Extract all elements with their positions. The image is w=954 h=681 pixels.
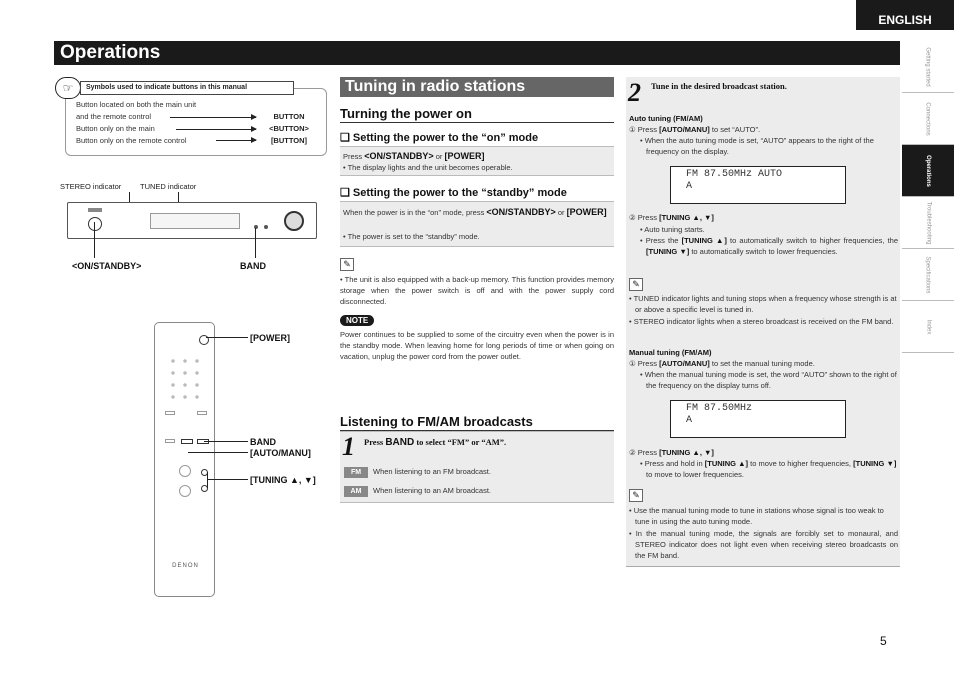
remote-tuning-label: [TUNING ▲, ▼]	[250, 475, 316, 485]
step2-number: 2	[628, 78, 641, 107]
legend-desc: Button only on the remote control	[76, 136, 187, 145]
memo-pencil-icon: ✎	[629, 278, 643, 291]
side-tab-connections[interactable]	[902, 93, 954, 145]
side-tab-troubleshooting[interactable]	[902, 197, 954, 249]
manual-memo-1: • Use the manual tuning mode to tune in stations whose signal is too weak to tune in using the auto tuning mode.	[629, 506, 884, 526]
legend-desc: Button located on both the main unit	[76, 100, 197, 109]
remote-button[interactable]	[165, 411, 175, 415]
step2-title: Tune in the desired broadcast station.	[651, 81, 787, 91]
manual-memo-2: • In the manual tuning mode, the signals are forcibly set to monaural, and STEREO indicator does not light even when receiving stereo broadcasts on the FM band.	[629, 529, 898, 560]
callout-line	[207, 472, 208, 488]
tuning-up-ref: [TUNING ▲]	[704, 459, 749, 468]
legend-code: BUTTON	[273, 112, 305, 121]
standby-mode-instruction	[343, 206, 613, 219]
callout-line	[188, 452, 248, 453]
text: to move to lower frequencies.	[646, 469, 744, 479]
section-heading: Tuning in radio stations	[340, 77, 614, 97]
arrow-right-icon	[216, 140, 256, 141]
lcd-line: A	[686, 415, 693, 426]
am-text: When listening to an AM broadcast.	[373, 486, 491, 495]
remote-button[interactable]	[165, 439, 175, 443]
auto-memo-2: • STEREO indicator lights when a stereo broadcast is received on the FM band.	[629, 317, 894, 326]
arrow-right-icon	[170, 117, 256, 118]
fm-tag: FM	[344, 467, 368, 478]
text: or	[435, 152, 443, 161]
legend-code: <BUTTON>	[269, 124, 309, 133]
remote-control	[154, 322, 215, 597]
brand-plate	[88, 208, 102, 212]
manual-step1	[629, 359, 815, 370]
text: When the power is in the “on” mode, press	[343, 208, 485, 217]
page-number: 5	[880, 634, 887, 648]
on-mode-heading: ❑ Setting the power to the “on” mode	[340, 132, 539, 144]
on-mode-instruction	[343, 150, 484, 163]
on-standby-ref: <ON/STANDBY>	[364, 151, 434, 161]
side-tab-label: Index	[925, 319, 931, 334]
text: ② Press	[629, 213, 657, 222]
text: to move to higher frequencies,	[750, 459, 852, 468]
remote-brand-logo: DENON	[172, 563, 199, 569]
text: • Press and hold in	[640, 459, 703, 468]
number-keypad[interactable]	[167, 355, 203, 403]
auto-manu-ref: [AUTO/MANU]	[659, 125, 710, 134]
tuning-down-ref: [TUNING ▼]	[853, 459, 897, 468]
remote-round-button[interactable]	[179, 465, 191, 477]
text: Press	[364, 437, 384, 447]
text: to select “FM” or “AM”.	[416, 437, 507, 447]
lcd-line: FM 87.50MHz AUTO	[686, 169, 783, 180]
band-ref: BAND	[385, 437, 415, 448]
callout-line	[204, 441, 248, 442]
auto-memo-1: • TUNED indicator lights and tuning stops when a frequency whose strength is at or above a specific level is tuned in.	[629, 294, 897, 314]
display-window	[150, 213, 240, 229]
on-standby-label: <ON/STANDBY>	[72, 261, 142, 271]
am-tag: AM	[344, 486, 368, 497]
language-tab	[856, 0, 954, 30]
remote-button[interactable]	[197, 411, 207, 415]
side-tab-label: Getting started	[924, 46, 931, 87]
auto-step1-bullet: • When the auto tuning mode is set, “AUTO” appears to the right of the frequency on the display.	[640, 136, 874, 156]
text: • Press the	[640, 236, 679, 245]
step1-number: 1	[342, 432, 355, 461]
side-tab-label: Connections	[924, 101, 931, 136]
legend-code: [BUTTON]	[270, 136, 308, 145]
side-tab-label: Troubleshooting	[925, 201, 931, 244]
button-legend-box	[65, 88, 327, 156]
fm-text: When listening to an FM broadcast.	[373, 467, 491, 476]
side-tab-label: Specifications	[925, 255, 931, 294]
power-ref: [POWER]	[566, 207, 607, 217]
tuning-ref: [TUNING ▲, ▼]	[659, 448, 714, 457]
auto-step2-bullet	[640, 236, 898, 258]
callout-line	[206, 337, 248, 338]
language-label: ENGLISH	[878, 13, 932, 27]
legend-heading: Symbols used to indicate buttons in this manual	[80, 81, 294, 95]
remote-power-label: [POWER]	[250, 333, 290, 343]
memo-pencil-icon: ✎	[340, 258, 354, 271]
pointing-hand-icon: ☞	[55, 77, 81, 99]
manual-step2-bullet	[640, 459, 898, 481]
memo-text: • The unit is also equipped with a back-up memory. This function provides memory storage when the power switch is off and with the power supply cord disconnected.	[340, 275, 614, 306]
auto-step1	[629, 125, 760, 136]
legend-desc: Button only on the main	[76, 124, 155, 133]
receiver-front-panel	[67, 202, 317, 239]
indicator-led	[264, 225, 268, 229]
callout-line	[207, 479, 248, 480]
standby-mode-bullet: • The power is set to the “standby” mode.	[343, 232, 480, 241]
auto-step2-bullet: • Auto tuning starts.	[640, 225, 705, 234]
text: ② Press	[629, 448, 657, 457]
text: to automatically switch to higher frequencies, the	[730, 236, 899, 245]
on-standby-ref: <ON/STANDBY>	[486, 207, 556, 217]
page-title: Operations	[54, 41, 900, 65]
tuning-up-ref: [TUNING ▲]	[681, 236, 727, 245]
lcd-line: FM 87.50MHz	[686, 403, 753, 414]
side-tab-nav	[902, 41, 954, 353]
callout-line	[94, 222, 95, 258]
text: to set “AUTO”.	[711, 125, 761, 134]
manual-step2	[629, 448, 714, 459]
text: ① Press	[629, 359, 657, 368]
side-tab-getting-started[interactable]	[902, 41, 954, 93]
lcd-line: A	[686, 181, 693, 192]
lcd-display-auto	[670, 166, 846, 204]
arrow-right-icon	[176, 129, 256, 130]
side-tab-index[interactable]	[902, 301, 954, 353]
text: Press	[343, 152, 363, 161]
am-fm-heading: Listening to FM/AM broadcasts	[340, 414, 533, 429]
text: or	[557, 208, 565, 217]
side-tab-operations[interactable]	[902, 145, 954, 197]
remote-auto-manu-label: [AUTO/MANU]	[250, 448, 311, 458]
remote-round-button[interactable]	[179, 485, 191, 497]
remote-auto-manu-button[interactable]	[181, 439, 193, 444]
text: to set the manual tuning mode.	[711, 359, 815, 368]
note-text: Power continues to be supplied to some of the circuitry even when the power is in the standby mode. When leaving home for long periods of time or when going on vacation, unplug the power cord from the power outlet.	[340, 330, 614, 361]
auto-tuning-heading: Auto tuning (FM/AM)	[629, 114, 703, 123]
remote-band-label: BAND	[250, 437, 276, 447]
power-button[interactable]	[88, 217, 102, 231]
volume-knob[interactable]	[284, 211, 304, 231]
manual-step1-bullet: • When the manual tuning mode is set, the word “AUTO” shown to the right of the frequency on the display turns off.	[640, 370, 897, 390]
callout-line	[255, 228, 256, 258]
divider	[340, 122, 614, 123]
stereo-indicator-label: STEREO indicator	[60, 182, 122, 191]
text: ① Press	[629, 125, 657, 134]
tuning-ref: [TUNING ▲, ▼]	[659, 213, 714, 222]
band-label: BAND	[240, 261, 266, 271]
legend-desc: and the remote control	[76, 112, 152, 121]
side-tab-label: Operations	[925, 154, 931, 187]
power-on-heading: Turning the power on	[340, 106, 472, 121]
manual-tuning-heading: Manual tuning (FM/AM)	[629, 348, 712, 357]
side-tab-specifications[interactable]	[902, 249, 954, 301]
step1-instruction	[364, 437, 506, 448]
memo-pencil-icon: ✎	[629, 489, 643, 502]
power-ref: [POWER]	[444, 151, 485, 161]
standby-mode-heading: ❑ Setting the power to the “standby” mode	[340, 187, 567, 199]
note-badge: NOTE	[340, 315, 374, 326]
auto-manu-ref: [AUTO/MANU]	[659, 359, 710, 368]
auto-step2	[629, 213, 714, 224]
text: to automatically switch to lower frequencies.	[691, 246, 838, 256]
tuned-indicator-label: TUNED indicator	[140, 182, 197, 191]
lcd-display-manual	[670, 400, 846, 438]
tuning-down-ref: [TUNING ▼]	[646, 246, 690, 256]
on-mode-bullet: • The display lights and the unit becomes operable.	[343, 163, 513, 172]
